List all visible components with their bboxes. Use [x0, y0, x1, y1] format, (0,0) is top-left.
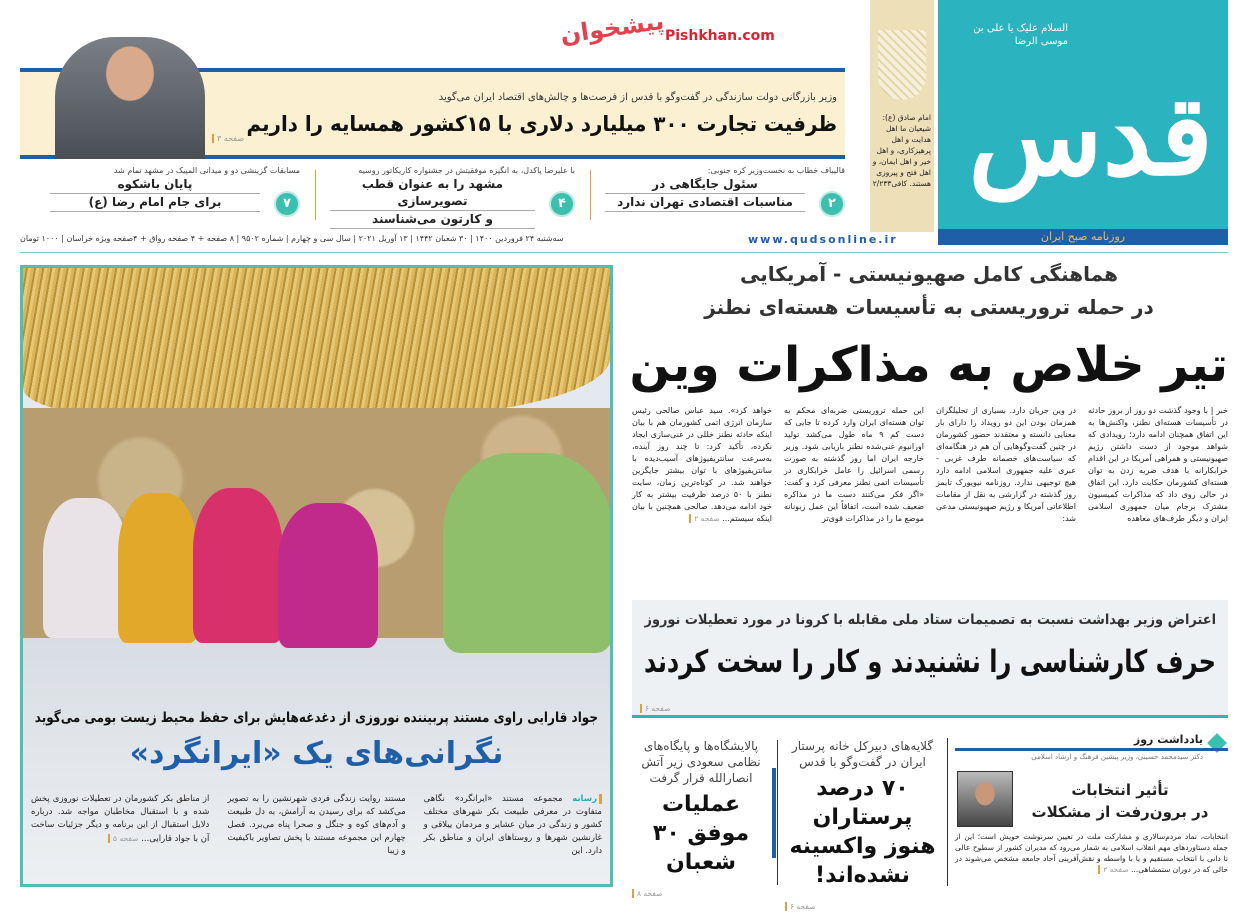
- note-body: انتخابات، نماد مردم‌سالاری و مشارکت ملت در تعیین سرنوشت خویش است؛ این از جمله دستاوردهای مهم انقلاب اسلامی به شمار می‌رود که مدیران کشور از سطوح عالی تا دانی با انتخاب مستقیم و یا با واسطه و نقش‌آفرینی آحاد جامعه مشخص می‌شوند در حالی که در دوران ستمشاهی...: [955, 832, 1228, 874]
- feature-column: مستند روایت زندگی فردی شهرنشین را به تصویر می‌کشد که برای رسیدن به آرامش، به دل طبیعت و آدم‌های کوه و جنگل و صحرا پناه می‌برد. فصل چهارم این مجموعه مستند با پخش تصاویر باکیفیت و زیبا: [227, 794, 406, 856]
- note-title: [1020, 779, 1220, 823]
- banner-kicker: وزیر بازرگانی دولت سازندگی در گفت‌وگو با قدس از فرصت‌ها و چالش‌های اقتصاد ایران می‌گوید: [438, 92, 837, 103]
- yemen-kicker: پالایشگاه‌ها و پایگاه‌های نظامی سعودی زیر آتش انصارالله قرار گرفت: [641, 739, 761, 785]
- lead-column: خبر | با وجود گذشت دو روز از بروز حادثه در تأسیسات هسته‌ای نطنز، واکنش‌ها به این اتفاق همچنان ادامه دارد؛ رویدادی که شواهد موجود از دست داشتن رژیم صهیونیستی و همراهی آمریکا در این اقدام خرابکارانه با هدف ضربه زدن به توان هسته‌ای کشورمان حکایت دارد. این اتفاق در حالی روی داد که مذاکرات کمیسیون مشترک برجام میان جمهوری اسلامی ایران و دیگر طرف‌های معاهده: [1088, 406, 1228, 523]
- banner-page: صفحه ۳: [212, 134, 244, 143]
- feature-column: از مناطق بکر کشورمان در تعطیلات نوروزی پخش شده و با استقبال مخاطبان مواجه شد. درباره دلایل استقبال از این برنامه و دیگر جزئیات ساخت آن با جواد قارایی...: [31, 794, 210, 844]
- teaser-title: مناسبات اقتصادی تهران ندارد: [605, 194, 805, 212]
- banner-headline[interactable]: ظرفیت تجارت ۳۰۰ میلیارد دلاری با ۱۵کشور همسایه را داریم: [246, 112, 837, 136]
- note-page: صفحه ۲: [1098, 865, 1128, 874]
- page-number-badge: ۴: [549, 191, 575, 217]
- teaser-title: و کارتون می‌شناسند: [330, 211, 535, 229]
- yemen-headline: عملیات موفق ۳۰ شعبان: [652, 792, 750, 875]
- photo-roof: [23, 268, 610, 418]
- lead-body: [632, 405, 1228, 525]
- page-number-badge: ۲: [819, 191, 845, 217]
- lead-page: صفحه ۲: [689, 514, 719, 523]
- hadith-text: امام صادق (ع): شیعیان ما اهل هدایت و اهل پرهیزکاری، و اهل خیر و اهل ایمان، و اهل فتح و پیروزی هستند. کافی۲/۲۳۳: [872, 113, 931, 188]
- divider: [590, 170, 591, 220]
- lead-column: این حمله تروریستی ضربه‌ای محکم به توان هسته‌ای ایران وارد کرده تا جایی که دست کم ۹ ماه طول می‌کشد تولید اورانیوم غنی‌شده نطنز بازیابی شود. وزیر خارجه ایران اما روز گذشته به صورت رسمی اسرائیل را عامل خرابکاری در تأسیسات اتمی نطنز معرفی کرد و گفت: «اگر فکر می‌کنند دست ما در مذاکره ضعیف شده است، اتفاقاً این عمل زبونانه موضع ما را در مذاکرات قوی‌تر: [784, 406, 925, 523]
- corona-headline: حرف کارشناسی را نشنیدند و کار را سخت کردند: [643, 644, 1216, 680]
- top-banner[interactable]: [20, 68, 845, 159]
- lead-kicker-1: هماهنگی کامل صهیونیستی - آمریکایی: [740, 262, 1118, 286]
- lead-headline[interactable]: تیر خلاص به مذاکرات وین: [629, 337, 1228, 393]
- section-tag: رسانه: [572, 794, 602, 804]
- minister-portrait: [55, 37, 205, 159]
- divider: [20, 252, 1228, 253]
- masthead-logo: [938, 0, 1228, 245]
- divider: [947, 738, 948, 886]
- divider: [955, 748, 1228, 751]
- website-link[interactable]: www.qudsonline.ir: [748, 233, 898, 246]
- ornament-icon: [878, 30, 926, 100]
- masthead-tagline: روزنامه صبح ایران: [938, 229, 1228, 245]
- editorial-note[interactable]: [955, 733, 1228, 893]
- feature-kicker: جواد قارایی راوی مستند پربیننده نوروزی از دغدغه‌هایش برای حفظ محیط زیست بومی می‌گوید: [34, 710, 599, 726]
- divider: [777, 740, 778, 885]
- teaser-kicker: با علیرضا پاکدل، به انگیزه موفقیتش در جشنواره کاریکاتور روسیه: [358, 166, 575, 175]
- teaser-7[interactable]: [50, 165, 300, 227]
- note-title-line: در برون‌رفت از مشکلات: [1031, 803, 1209, 821]
- author-photo: [957, 771, 1013, 827]
- feature-photo[interactable]: [20, 265, 613, 887]
- watermark-url: Pishkhan.com: [665, 28, 775, 44]
- photo-person: [193, 488, 283, 643]
- page-number-badge: ۷: [274, 191, 300, 217]
- yemen-page: صفحه ۸: [632, 889, 662, 898]
- lead-column: خواهد کرد». سید عباس صالحی رئیس سازمان انرژی اتمی کشورمان هم با بیان اینکه حادثه نطنز خللی در غنی‌سازی ایجاد نکرده، تأکید کرد: تا چند روز آینده، به‌سرعت سانتریفیوژهای آسیب‌دیده با سانتریفیوژهای با توان بیشتر جایگزین خواهند شد. در کوتاه‌ترین زمان، سایت نطنز با ۵۰ درصد ظرفیت بیشتر به کار خود ادامه می‌دهد. صالحی همچنین با بیان اینکه سیستم...: [632, 406, 772, 523]
- feature-column: مجموعه مستند «ایرانگرد» نگاهی متفاوت در معرفی طبیعت بکر شهرهای مختلف کشور و زندگی در میان عشایر و مردمان ییلاقی و غارنشین شهرها و روستاهای ایران و مناطق بکر دارد. این: [423, 794, 602, 856]
- hadith-quote: [870, 0, 934, 232]
- photo-person: [278, 503, 378, 648]
- teaser-title: پایان باشکوه: [50, 176, 260, 194]
- photo-person: [443, 453, 613, 653]
- nurses-kicker: گلایه‌های دبیرکل خانه پرستار ایران در گفت‌وگو با قدس: [791, 739, 934, 769]
- corona-page: صفحه ۶: [640, 704, 670, 713]
- note-text: [955, 831, 1228, 875]
- teaser-kicker: قالیباف خطاب به نخست‌وزیر کره جنوبی:: [707, 166, 845, 175]
- masthead-name: قدس: [968, 71, 1213, 200]
- teaser-title: مشهد را به عنوان قطب تصویرسازی: [330, 176, 535, 211]
- divider: [315, 170, 316, 220]
- corona-story[interactable]: [632, 600, 1228, 718]
- teaser-4[interactable]: [330, 165, 575, 227]
- watermark-logo: پیشخوان: [558, 6, 666, 50]
- teaser-title: برای جام امام رضا (ع): [50, 194, 260, 212]
- feature-page: صفحه ۵: [108, 834, 138, 843]
- note-title-line: تأثیر انتخابات: [1071, 781, 1169, 799]
- teaser-kicker: مسابقات گزینشی دو و میدانی المپیک در مشهد تمام شد: [113, 166, 300, 175]
- accent-bar: [772, 768, 776, 858]
- masthead-salutation: السلام علیک یا علی بن موسی الرضا: [973, 23, 1068, 47]
- dateline: سه‌شنبه ۲۴ فروردین ۱۴۰۰ | ۳۰ شعبان ۱۴۴۲ | ۱۳ آوریل ۲۰۲۱ | سال سی و چهارم | شماره ۹۵۰۲ | ۸ صفحه + ۴ صفحه رواق + ۴صفحه ویژه خراسان | ۱۰۰۰ تومان: [20, 234, 564, 243]
- note-label: یادداشت روز: [1133, 733, 1203, 746]
- feature-headline[interactable]: نگرانی‌های یک «ایرانگرد»: [129, 736, 504, 771]
- nurses-headline: ۷۰ درصد پرستاران هنوز واکسینه نشده‌اند!: [789, 776, 936, 888]
- lead-kicker-2: در حمله تروریستی به تأسیسات هسته‌ای نطنز: [704, 295, 1154, 319]
- photo-person: [118, 493, 198, 643]
- feature-body: [31, 793, 602, 858]
- nurses-page: صفحه ۶: [785, 902, 815, 911]
- corona-kicker: اعتراض وزیر بهداشت نسبت به تصمیمات ستاد ملی مقابله با کرونا در مورد تعطیلات نوروز: [644, 612, 1216, 628]
- photo-person: [43, 498, 128, 638]
- note-author: دکتر سیدمحمد حسینی، وزیر پیشین فرهنگ و ارشاد اسلامی: [1031, 753, 1203, 761]
- yemen-story[interactable]: [632, 738, 770, 900]
- teaser-2[interactable]: [605, 165, 845, 227]
- lead-column: در وین جریان دارد. بسیاری از تحلیلگران همزمان بودن این دو رویداد را دارای بار معنایی دانسته و معتقدند حضور کشورمان در چنین گفت‌وگوهایی آن هم در هنگامه‌ای که سیاست‌های خصمانه طرف غربی - عبری علیه جمهوری اسلامی ادامه دارد هیچ توجیهی ندارد. روزنامه نیویورک تایمز روز گذشته در گزارشی به نقل از مقامات اطلاعاتی آمریکا و رژیم صهیونیستی مدعی شد:: [936, 406, 1076, 523]
- nurses-story[interactable]: [785, 738, 940, 913]
- teaser-title: سئول جایگاهی در: [605, 176, 805, 194]
